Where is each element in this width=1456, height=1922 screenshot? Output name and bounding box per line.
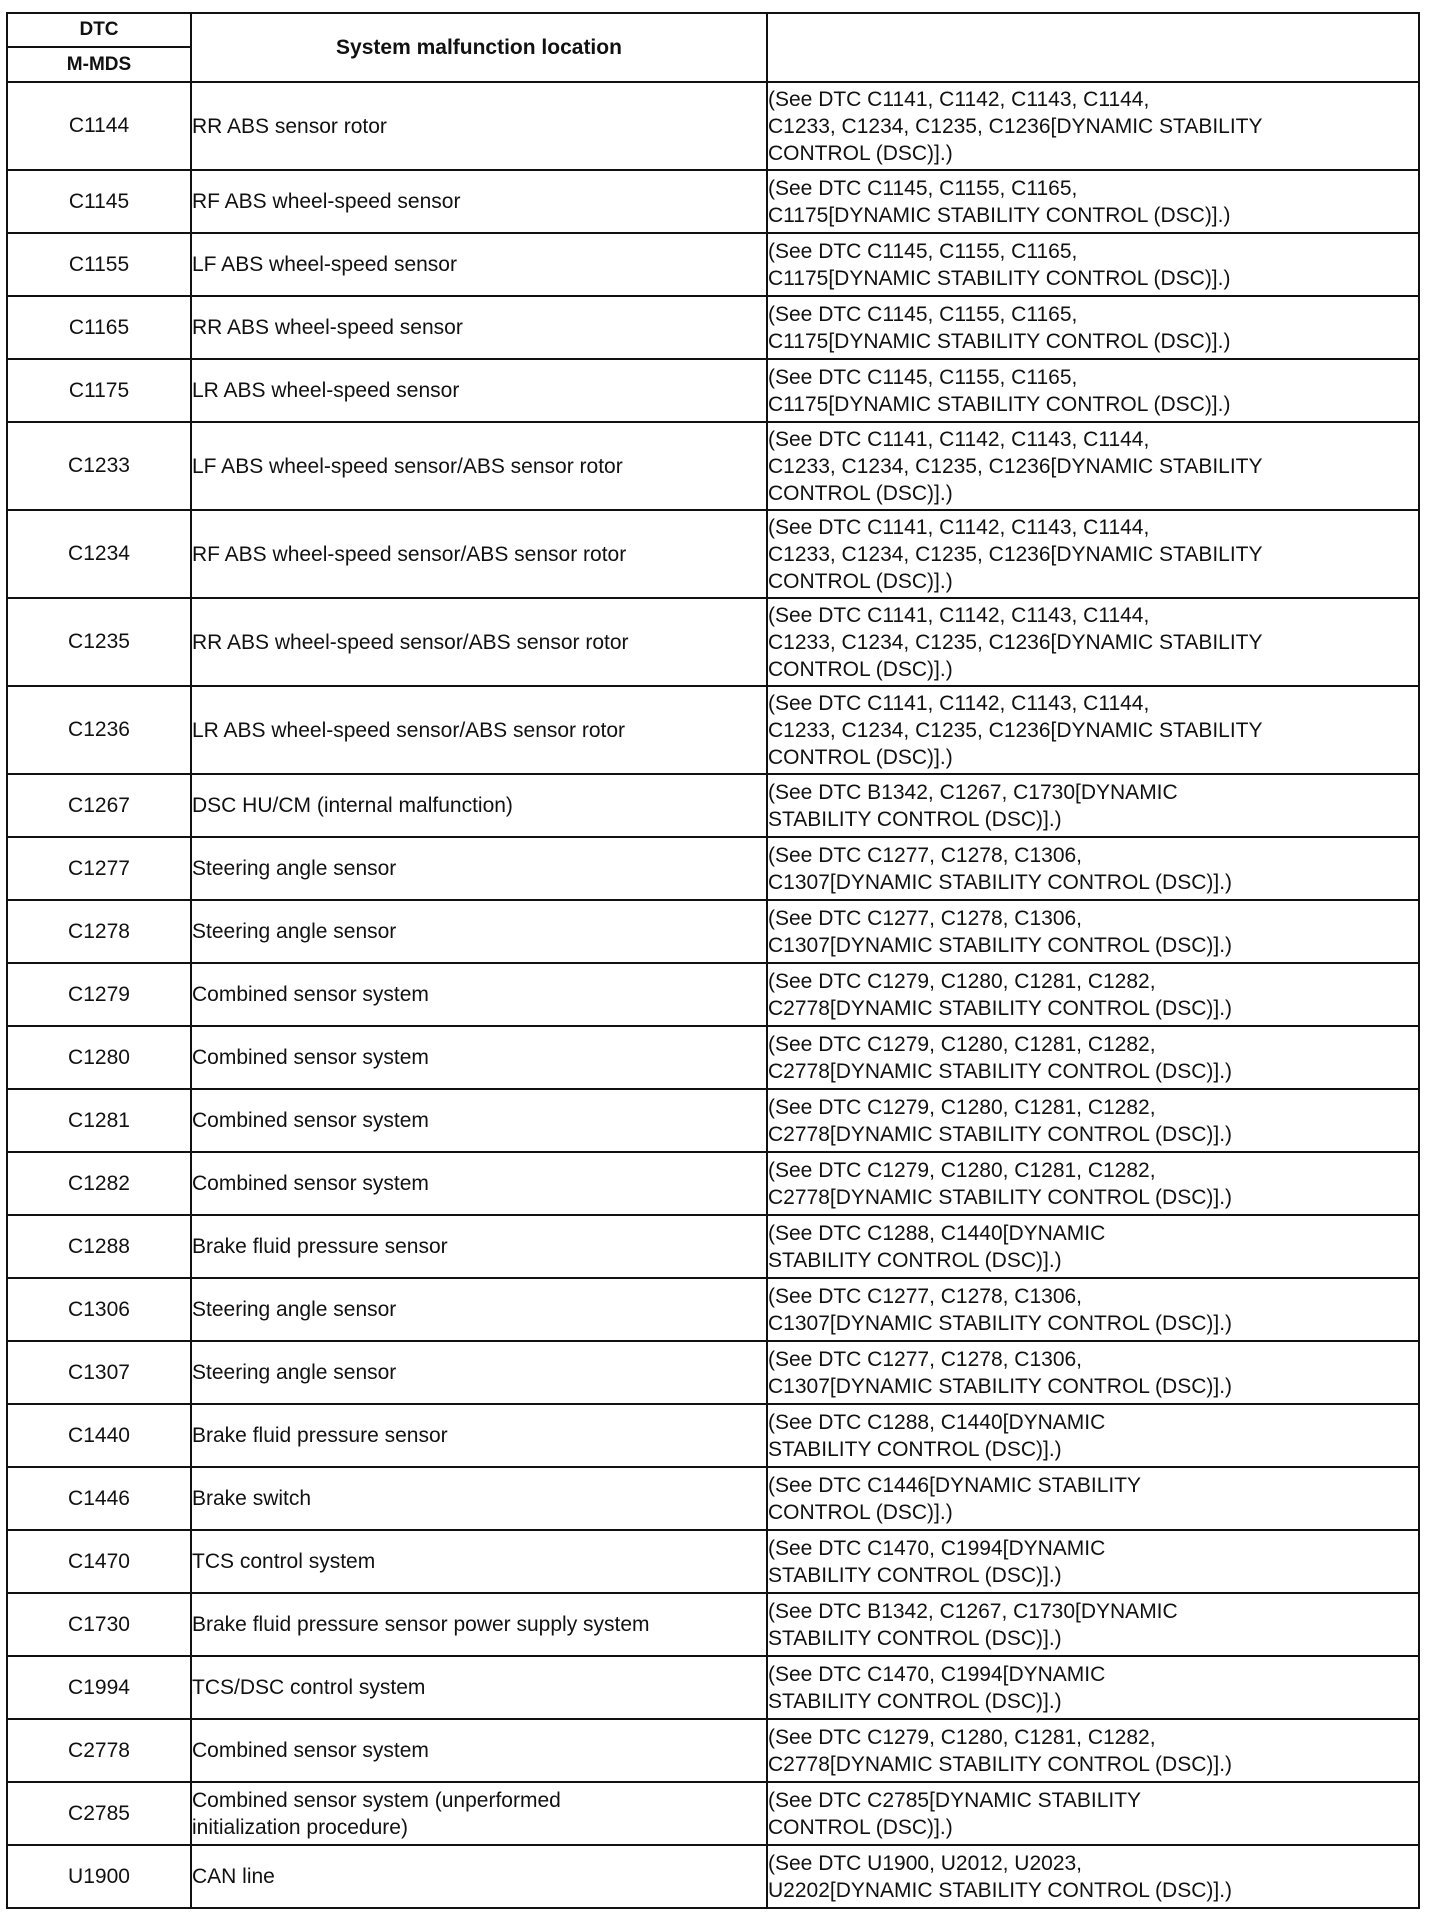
table-row (7, 900, 1419, 963)
table-row (7, 1593, 1419, 1656)
reference-cell (767, 296, 1419, 359)
reference-line: (See DTC C1145, C1155, C1165, (768, 239, 1078, 263)
reference-line: C1233, C1234, C1235, C1236[DYNAMIC STABILITY (768, 454, 1263, 478)
reference-line: (See DTC C1279, C1280, C1281, C1282, (768, 1095, 1156, 1119)
location-line: Steering angle sensor (192, 857, 397, 880)
reference-cell (767, 1593, 1419, 1656)
malfunction-location-cell (191, 686, 767, 774)
location-line: Brake fluid pressure sensor (192, 1424, 448, 1447)
table-row (7, 510, 1419, 598)
dtc-code-cell: C1267 (7, 774, 191, 837)
location-line: Combined sensor system (192, 1046, 429, 1069)
table-row (7, 422, 1419, 510)
reference-line: (See DTC C1446[DYNAMIC STABILITY (768, 1473, 1142, 1497)
reference-line: C1233, C1234, C1235, C1236[DYNAMIC STABILITY (768, 542, 1263, 566)
reference-line: C2778[DYNAMIC STABILITY CONTROL (DSC)].) (768, 1185, 1233, 1209)
dtc-code-cell: C1165 (7, 296, 191, 359)
reference-line: C1307[DYNAMIC STABILITY CONTROL (DSC)].) (768, 1311, 1233, 1335)
reference-cell (767, 1656, 1419, 1719)
location-line: TCS control system (192, 1550, 376, 1573)
reference-cell (767, 963, 1419, 1026)
reference-line: C2778[DYNAMIC STABILITY CONTROL (DSC)].) (768, 996, 1233, 1020)
location-line: initialization procedure) (192, 1815, 408, 1839)
reference-line: (See DTC C1277, C1278, C1306, (768, 1347, 1083, 1371)
location-line: Brake fluid pressure sensor power supply system (192, 1613, 650, 1636)
reference-cell (767, 1467, 1419, 1530)
malfunction-location-cell (191, 359, 767, 422)
reference-line: (See DTC C1277, C1278, C1306, (768, 843, 1083, 867)
reference-line: STABILITY CONTROL (DSC)].) (768, 1248, 1062, 1272)
reference-line: (See DTC C1141, C1142, C1143, C1144, (768, 515, 1150, 539)
location-line: Combined sensor system (192, 983, 429, 1006)
reference-line: (See DTC C1277, C1278, C1306, (768, 906, 1083, 930)
dtc-code-cell: C1175 (7, 359, 191, 422)
reference-line: C1175[DYNAMIC STABILITY CONTROL (DSC)].) (768, 266, 1231, 290)
malfunction-location-cell (191, 1782, 767, 1845)
reference-line: CONTROL (DSC)].) (768, 141, 953, 165)
dtc-code-cell: C1235 (7, 598, 191, 686)
malfunction-location-cell (191, 170, 767, 233)
reference-cell (767, 1341, 1419, 1404)
reference-line: (See DTC C1288, C1440[DYNAMIC (768, 1221, 1106, 1245)
reference-cell (767, 1719, 1419, 1782)
reference-line: (See DTC U1900, U2012, U2023, (768, 1851, 1083, 1875)
dtc-code-cell: C1730 (7, 1593, 191, 1656)
header-reference (767, 13, 1419, 82)
table-row (7, 1152, 1419, 1215)
malfunction-location-cell (191, 1341, 767, 1404)
location-line: Steering angle sensor (192, 1298, 397, 1321)
table-row (7, 963, 1419, 1026)
location-line: TCS/DSC control system (192, 1676, 426, 1699)
dtc-code-cell: C1280 (7, 1026, 191, 1089)
reference-line: (See DTC B1342, C1267, C1730[DYNAMIC (768, 780, 1178, 804)
reference-line: STABILITY CONTROL (DSC)].) (768, 1626, 1062, 1650)
table-row (7, 1845, 1419, 1908)
table-row (7, 598, 1419, 686)
reference-line: U2202[DYNAMIC STABILITY CONTROL (DSC)].) (768, 1878, 1233, 1902)
malfunction-location-cell (191, 1215, 767, 1278)
location-line: RR ABS wheel-speed sensor/ABS sensor rotor (192, 630, 629, 654)
dtc-code-cell: C1446 (7, 1467, 191, 1530)
malfunction-location-cell (191, 837, 767, 900)
location-line: Combined sensor system (unperformed (192, 1788, 561, 1812)
reference-line: (See DTC C1145, C1155, C1165, (768, 176, 1078, 200)
reference-cell (767, 1530, 1419, 1593)
dtc-code-cell: C1278 (7, 900, 191, 963)
reference-line: (See DTC C1470, C1994[DYNAMIC (768, 1662, 1106, 1686)
table-row (7, 1026, 1419, 1089)
malfunction-location-cell (191, 1656, 767, 1719)
reference-cell (767, 686, 1419, 774)
dtc-code-cell: C1155 (7, 233, 191, 296)
malfunction-location-cell (191, 82, 767, 170)
reference-line: (See DTC C1145, C1155, C1165, (768, 302, 1078, 326)
reference-cell (767, 900, 1419, 963)
location-line: RR ABS wheel-speed sensor (192, 316, 463, 339)
dtc-code-cell: C1307 (7, 1341, 191, 1404)
location-line: Combined sensor system (192, 1109, 429, 1132)
reference-cell (767, 1404, 1419, 1467)
malfunction-location-cell (191, 1278, 767, 1341)
dtc-code-cell: C1994 (7, 1656, 191, 1719)
dtc-code-cell: C2785 (7, 1782, 191, 1845)
reference-cell (767, 1215, 1419, 1278)
malfunction-location-cell (191, 1530, 767, 1593)
malfunction-location-cell (191, 774, 767, 837)
table-row (7, 1530, 1419, 1593)
table-row (7, 1656, 1419, 1719)
reference-line: C1233, C1234, C1235, C1236[DYNAMIC STABILITY (768, 718, 1263, 742)
dtc-document (6, 12, 1418, 1909)
reference-line: C1307[DYNAMIC STABILITY CONTROL (DSC)].) (768, 870, 1233, 894)
reference-line: C1307[DYNAMIC STABILITY CONTROL (DSC)].) (768, 933, 1233, 957)
reference-line: (See DTC C1277, C1278, C1306, (768, 1284, 1083, 1308)
reference-line: CONTROL (DSC)].) (768, 1815, 953, 1839)
dtc-code-cell: C1470 (7, 1530, 191, 1593)
reference-line: CONTROL (DSC)].) (768, 657, 953, 681)
reference-line: STABILITY CONTROL (DSC)].) (768, 1689, 1062, 1713)
table-row (7, 686, 1419, 774)
reference-cell (767, 1278, 1419, 1341)
location-line: Steering angle sensor (192, 1361, 397, 1384)
reference-line: CONTROL (DSC)].) (768, 1500, 953, 1524)
location-line: LR ABS wheel-speed sensor (192, 379, 460, 402)
malfunction-location-cell (191, 1593, 767, 1656)
table-row (7, 1278, 1419, 1341)
dtc-code-cell: C2778 (7, 1719, 191, 1782)
reference-cell (767, 170, 1419, 233)
reference-cell (767, 82, 1419, 170)
dtc-code-cell: C1234 (7, 510, 191, 598)
reference-line: (See DTC C1279, C1280, C1281, C1282, (768, 1032, 1156, 1056)
location-line: Combined sensor system (192, 1172, 429, 1195)
reference-cell (767, 422, 1419, 510)
table-row (7, 1089, 1419, 1152)
table-row (7, 296, 1419, 359)
dtc-code-cell: C1440 (7, 1404, 191, 1467)
location-line: CAN line (192, 1865, 275, 1888)
table-row (7, 1404, 1419, 1467)
location-line: LF ABS wheel-speed sensor (192, 253, 457, 276)
malfunction-location-cell (191, 233, 767, 296)
malfunction-location-cell (191, 296, 767, 359)
dtc-code-cell: U1900 (7, 1845, 191, 1908)
dtc-code-cell: C1279 (7, 963, 191, 1026)
location-line: LF ABS wheel-speed sensor/ABS sensor rotor (192, 454, 623, 478)
malfunction-location-cell (191, 963, 767, 1026)
location-line: Brake switch (192, 1487, 312, 1510)
location-line: RR ABS sensor rotor (192, 114, 387, 138)
table-body (7, 82, 1419, 1908)
malfunction-location-cell (191, 1089, 767, 1152)
reference-line: C1175[DYNAMIC STABILITY CONTROL (DSC)].) (768, 392, 1231, 416)
reference-cell (767, 233, 1419, 296)
reference-line: (See DTC C1279, C1280, C1281, C1282, (768, 1158, 1156, 1182)
reference-line: (See DTC C1141, C1142, C1143, C1144, (768, 603, 1150, 627)
reference-line: C2778[DYNAMIC STABILITY CONTROL (DSC)].) (768, 1059, 1233, 1083)
reference-line: (See DTC C1470, C1994[DYNAMIC (768, 1536, 1106, 1560)
malfunction-location-cell (191, 1467, 767, 1530)
dtc-code-cell: C1281 (7, 1089, 191, 1152)
reference-line: (See DTC C1141, C1142, C1143, C1144, (768, 427, 1150, 451)
reference-line: C1175[DYNAMIC STABILITY CONTROL (DSC)].) (768, 329, 1231, 353)
table-row (7, 1782, 1419, 1845)
location-line: RF ABS wheel-speed sensor (192, 190, 461, 213)
reference-line: (See DTC C2785[DYNAMIC STABILITY (768, 1788, 1142, 1812)
table-row (7, 1719, 1419, 1782)
header-mmds: M-MDS (7, 47, 191, 82)
header-dtc: DTC (7, 13, 191, 47)
table-row (7, 359, 1419, 422)
dtc-code-cell: C1306 (7, 1278, 191, 1341)
table-row (7, 837, 1419, 900)
reference-cell (767, 598, 1419, 686)
location-line: RF ABS wheel-speed sensor/ABS sensor rotor (192, 542, 627, 566)
reference-line: (See DTC C1141, C1142, C1143, C1144, (768, 691, 1150, 715)
dtc-code-cell: C1288 (7, 1215, 191, 1278)
reference-cell (767, 1089, 1419, 1152)
reference-cell (767, 1845, 1419, 1908)
location-line: Combined sensor system (192, 1739, 429, 1762)
table-row (7, 170, 1419, 233)
header-location: System malfunction location (191, 13, 767, 82)
reference-line: CONTROL (DSC)].) (768, 745, 953, 769)
reference-line: STABILITY CONTROL (DSC)].) (768, 1437, 1062, 1461)
table-row (7, 1341, 1419, 1404)
table-row (7, 233, 1419, 296)
reference-line: CONTROL (DSC)].) (768, 481, 953, 505)
dtc-code-cell: C1145 (7, 170, 191, 233)
table-row (7, 1215, 1419, 1278)
location-line: LR ABS wheel-speed sensor/ABS sensor rotor (192, 718, 626, 742)
reference-cell (767, 359, 1419, 422)
table-row (7, 774, 1419, 837)
malfunction-location-cell (191, 510, 767, 598)
malfunction-location-cell (191, 1404, 767, 1467)
reference-line: C1175[DYNAMIC STABILITY CONTROL (DSC)].) (768, 203, 1231, 227)
dtc-code-cell: C1233 (7, 422, 191, 510)
malfunction-location-cell (191, 598, 767, 686)
reference-cell (767, 774, 1419, 837)
location-line: Brake fluid pressure sensor (192, 1235, 448, 1258)
reference-line: STABILITY CONTROL (DSC)].) (768, 1563, 1062, 1587)
reference-cell (767, 837, 1419, 900)
malfunction-location-cell (191, 1845, 767, 1908)
reference-line: (See DTC C1288, C1440[DYNAMIC (768, 1410, 1106, 1434)
reference-line: C2778[DYNAMIC STABILITY CONTROL (DSC)].) (768, 1122, 1233, 1146)
location-line: DSC HU/CM (internal malfunction) (192, 794, 513, 817)
reference-line: C1233, C1234, C1235, C1236[DYNAMIC STABILITY (768, 630, 1263, 654)
reference-line: (See DTC C1141, C1142, C1143, C1144, (768, 87, 1150, 111)
reference-line: (See DTC C1145, C1155, C1165, (768, 365, 1078, 389)
malfunction-location-cell (191, 422, 767, 510)
malfunction-location-cell (191, 1152, 767, 1215)
malfunction-location-cell (191, 1719, 767, 1782)
reference-line: C2778[DYNAMIC STABILITY CONTROL (DSC)].) (768, 1752, 1233, 1776)
reference-cell (767, 1026, 1419, 1089)
reference-cell (767, 1782, 1419, 1845)
reference-line: STABILITY CONTROL (DSC)].) (768, 807, 1062, 831)
reference-line: CONTROL (DSC)].) (768, 569, 953, 593)
location-line: Steering angle sensor (192, 920, 397, 943)
dtc-code-cell: C1277 (7, 837, 191, 900)
table-row (7, 1467, 1419, 1530)
reference-cell (767, 1152, 1419, 1215)
dtc-table (6, 12, 1420, 1909)
reference-line: (See DTC C1279, C1280, C1281, C1282, (768, 969, 1156, 993)
dtc-code-cell: C1144 (7, 82, 191, 170)
dtc-code-cell: C1236 (7, 686, 191, 774)
reference-line: (See DTC B1342, C1267, C1730[DYNAMIC (768, 1599, 1178, 1623)
reference-line: C1233, C1234, C1235, C1236[DYNAMIC STABILITY (768, 114, 1263, 138)
malfunction-location-cell (191, 1026, 767, 1089)
reference-line: (See DTC C1279, C1280, C1281, C1282, (768, 1725, 1156, 1749)
reference-line: C1307[DYNAMIC STABILITY CONTROL (DSC)].) (768, 1374, 1233, 1398)
dtc-code-cell: C1282 (7, 1152, 191, 1215)
reference-cell (767, 510, 1419, 598)
table-row (7, 82, 1419, 170)
malfunction-location-cell (191, 900, 767, 963)
